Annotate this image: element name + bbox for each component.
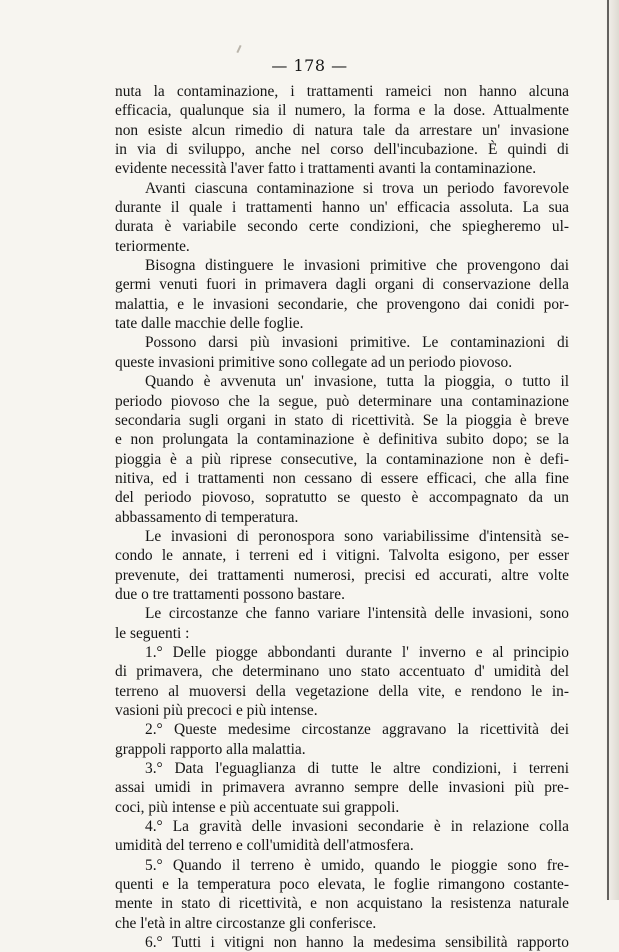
text-line: vasioni più precoci e più intense.: [115, 702, 318, 719]
text-line: tate dalle macchie delle foglie.: [115, 315, 304, 333]
text-line: Le invasioni di peronospora sono variabilissime d'intensità se-: [145, 527, 569, 545]
text-line: malattia, e le invasioni secondarie, che provengono dai conidi por-: [115, 295, 569, 313]
text-line: durante il quale i trattamenti hanno un' efficacia assoluta. La sua: [115, 199, 569, 217]
page-number: — 178 —: [271, 56, 348, 75]
text-line: Quando è avvenuta un' invasione, tutta la pioggia, o tutto il: [145, 373, 569, 391]
text-line: prevenute, dei trattamenti numerosi, precisi ed accurati, altre volte: [115, 566, 569, 584]
text-line: 1.° Delle piogge abbondanti durante l' inverno e al principio: [145, 643, 569, 661]
text-line: Possono darsi più invasioni primitive. Le contaminazioni di: [145, 334, 569, 352]
text-line: pioggia è a più riprese consecutive, la contaminazione non è defi-: [115, 450, 569, 468]
text-line: Bisogna distinguere le invasioni primitive che provengono dai: [145, 257, 569, 275]
text-line: nitiva, ed i trattamenti non cessano di essere efficaci, che alla fine: [115, 469, 569, 487]
text-line: di primavera, che determinano uno stato accentuato d' umidità del: [115, 663, 569, 681]
text-line: queste invasioni primitive sono collegate ad un periodo piovoso.: [115, 353, 513, 371]
text-line: coci, più intense e più accentuate sui grappoli.: [115, 798, 400, 816]
text-line: in via di sviluppo, anche nel corso dell'incubazione. È quindi di: [115, 141, 569, 159]
text-line: condo le annate, i terreni ed i vitigni. Talvolta esigono, per esser: [115, 547, 569, 565]
text-line: 5.° Quando il terreno è umido, quando le pioggie sono fre-: [145, 856, 569, 874]
text-line: due o tre trattamenti possono bastare.: [115, 585, 345, 603]
text-line: umidità del terreno e coll'umidità dell'atmosfera.: [115, 837, 414, 855]
text-line: Le circostanze che fanno variare l'intensità delle invasioni, sono: [145, 605, 569, 623]
text-line: 3.° Data l'eguaglianza di tutte le altre condizioni, i terreni: [145, 760, 569, 778]
text-line: teriormente.: [115, 237, 190, 255]
text-line: terreno al muoversi della vegetazione della vite, e rendono le in-: [115, 682, 569, 700]
text-line: germi venuti fuori in primavera dagli organi di conservazione della: [115, 276, 569, 294]
text-line: periodo piovoso che la segue, può determinare una contaminazione: [115, 392, 569, 410]
text-line: non esiste alcun rimedio di natura tale da arrestare un' invasione: [115, 121, 569, 139]
text-line: quenti e la temperatura poco elevata, le foglie rimangono costante-: [115, 876, 569, 894]
text-line: del periodo piovoso, sopratutto se questo è accompagnato da un: [115, 489, 569, 507]
text-line: che l'età in altre circostanze gli conferisce.: [115, 914, 377, 932]
page-edge-line: [607, 0, 609, 900]
text-line: mente in stato di ricettività, e non acquistano la resistenza naturale: [115, 895, 569, 913]
text-line: efficacia, qualunque sia il numero, la forma e la dose. Attualmente: [115, 102, 569, 120]
text-line: nuta la contaminazione, i trattamenti rameici non hanno alcuna: [115, 83, 569, 100]
text-line: abbassamento di temperatura.: [115, 508, 299, 526]
text-line: 4.° La gravità delle invasioni secondarie è in relazione colla: [145, 818, 569, 836]
text-line: 2.° Queste medesime circostanze aggravano la ricettività dei: [145, 721, 569, 739]
text-line: durata è variabile secondo certe condizioni, che spiegheremo ul-: [115, 218, 569, 236]
text-line: secondaria sugli organi in stato di ricettività. Se la pioggia è breve: [115, 411, 569, 429]
text-line: grappoli rapporto alla malattia.: [115, 740, 306, 758]
text-line: 6.° Tutti i vitigni non hanno la medesima sensibilità rapporto: [145, 934, 569, 952]
text-line: evidente necessità l'aver fatto i trattamenti avanti la contaminazione.: [115, 160, 537, 178]
ink-mark: [236, 45, 241, 53]
text-line: Avanti ciascuna contaminazione si trova un periodo favorevole: [145, 179, 569, 197]
body-text: [115, 82, 569, 952]
text-line: le seguenti :: [115, 624, 190, 642]
text-line: assai umidi in primavera avranno sempre delle invasioni più pre-: [115, 779, 569, 797]
text-line: e non prolungata la contaminazione è definitiva subito dopo; se la: [115, 431, 569, 449]
